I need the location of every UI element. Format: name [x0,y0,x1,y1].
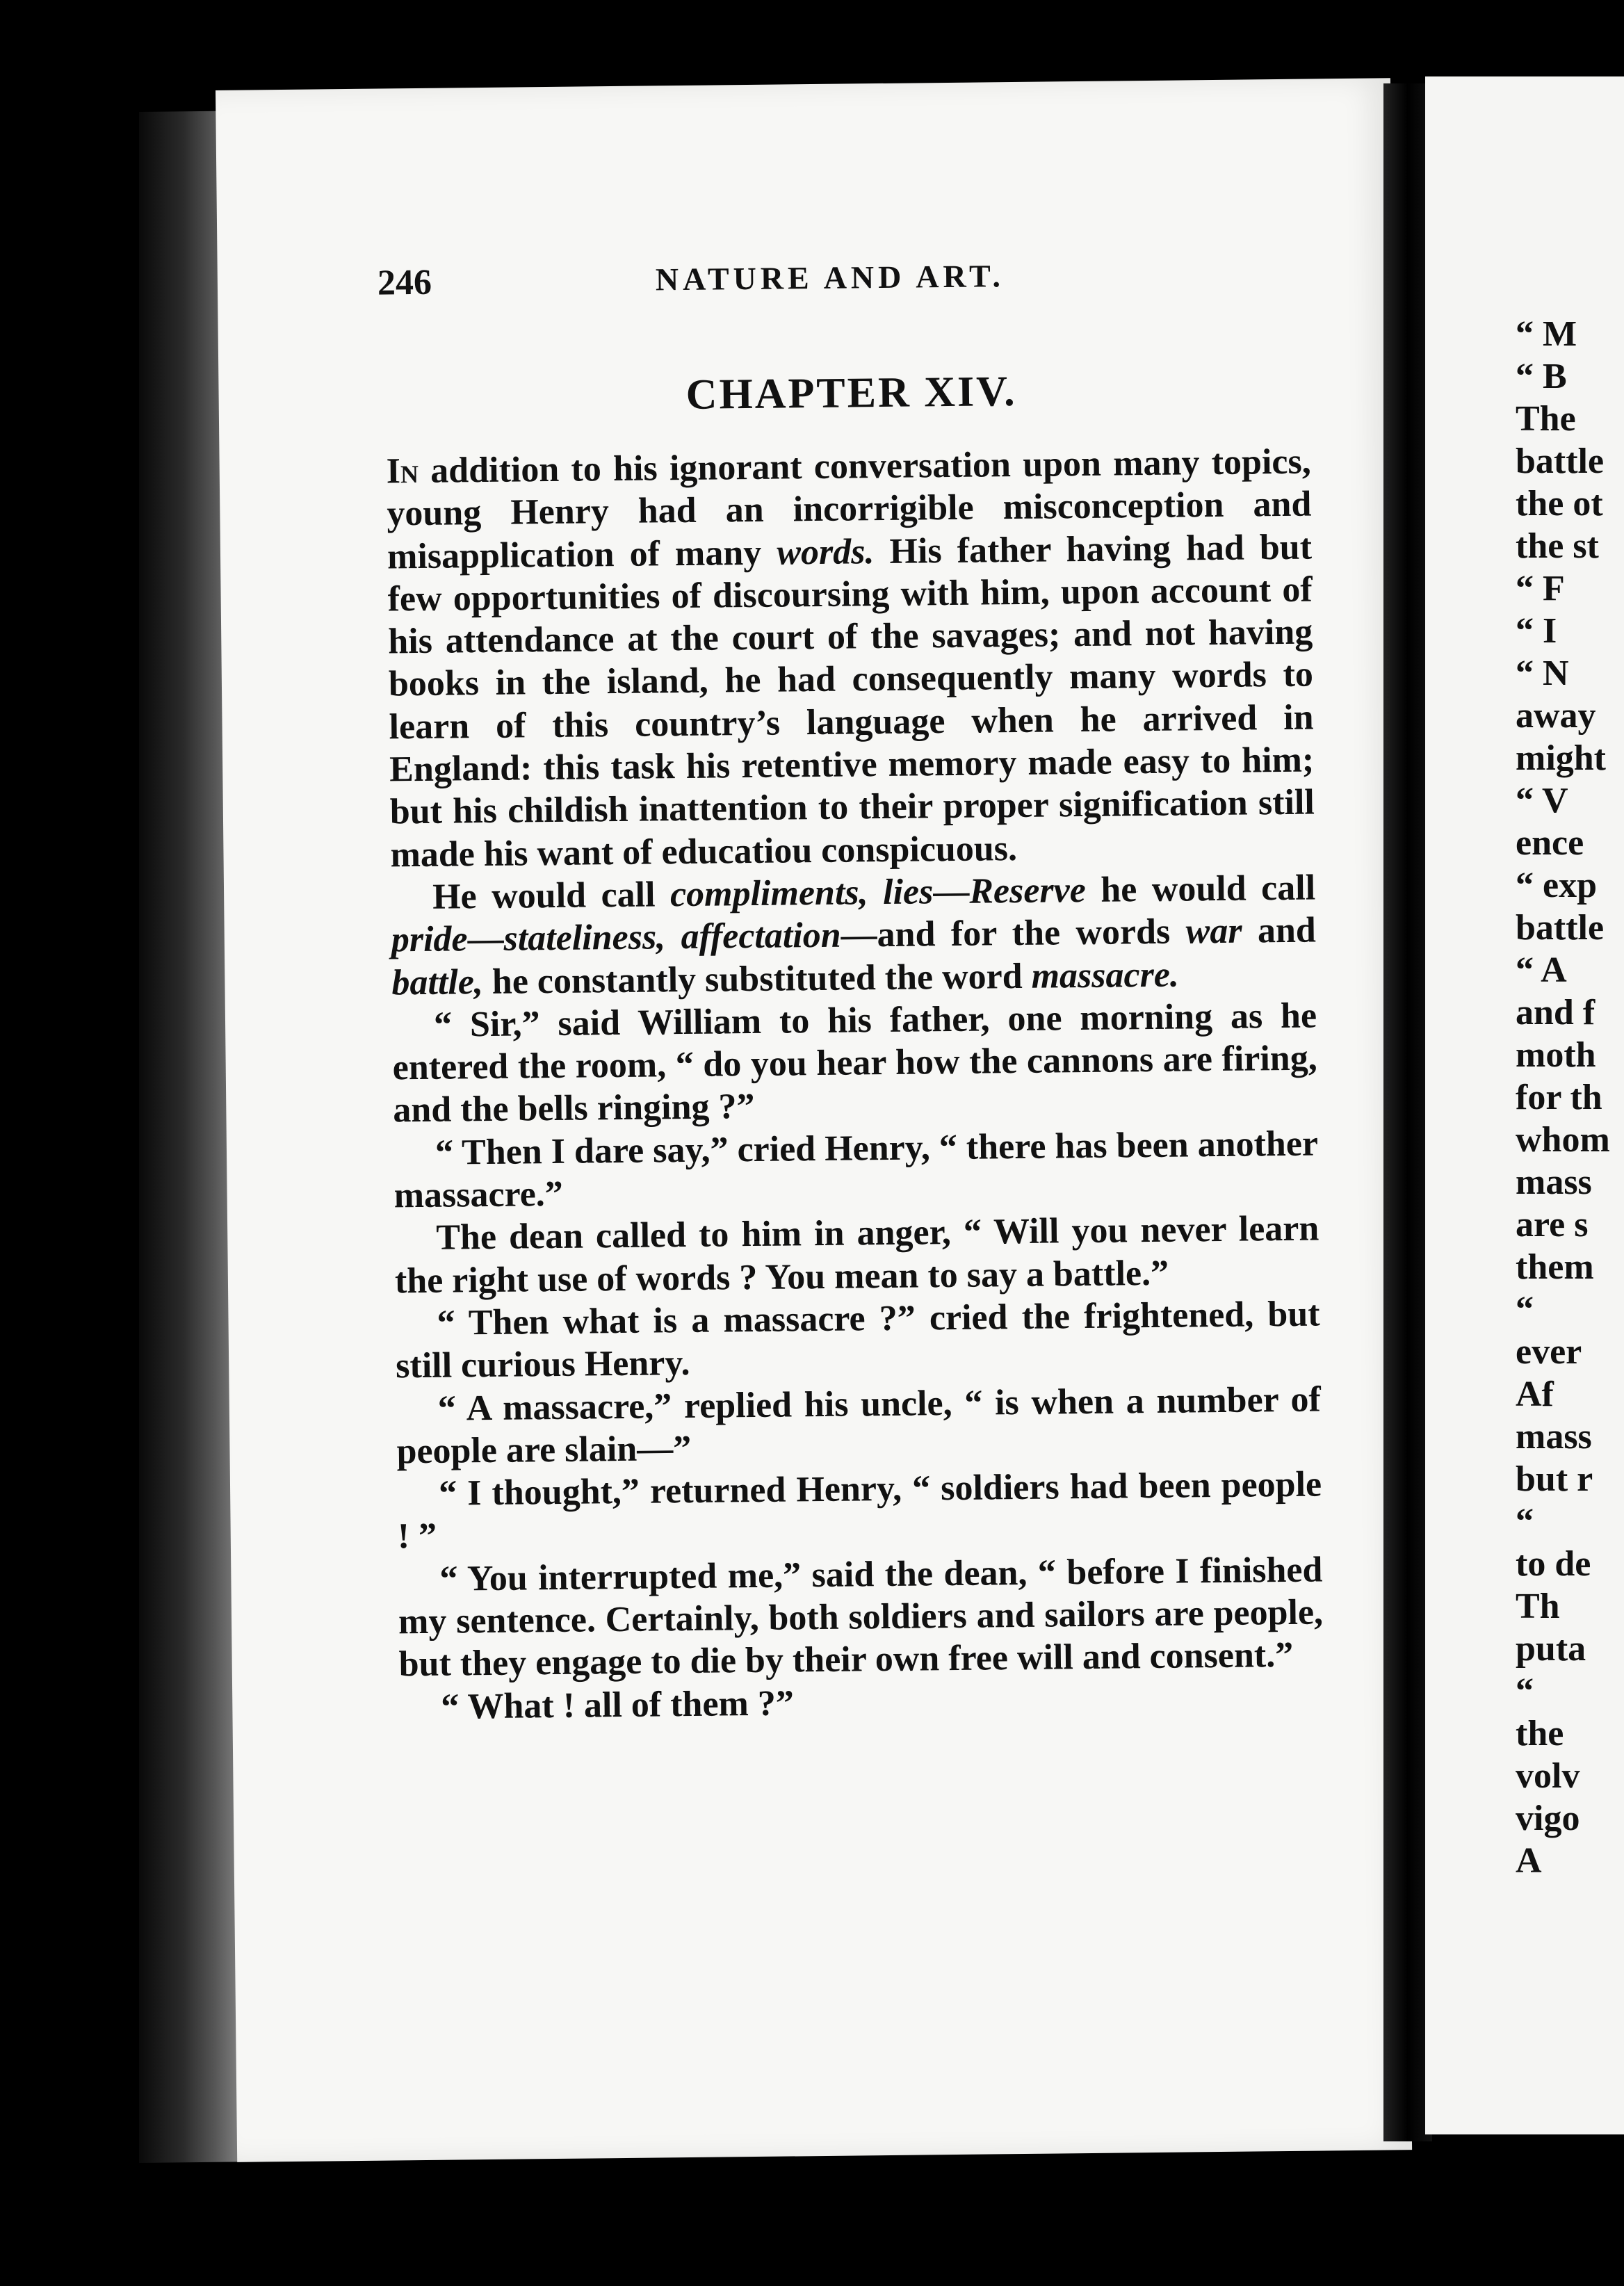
text-run: In [386,451,419,492]
right-page-line: The [1516,399,1576,439]
text-run: addition to his ignorant conversation upon many topics, young Henry had an incorrigible misconception and misapplication of many [387,441,1312,577]
right-page-line: “ I [1516,611,1557,651]
right-page-line: them [1516,1247,1594,1287]
paragraph [395,1292,1320,1388]
text-run: — [933,871,970,912]
text-run: He would call [432,875,671,917]
right-page-line: “ V [1516,781,1568,820]
paragraph [392,994,1318,1132]
right-page-line: Af [1516,1375,1554,1414]
page-number: 246 [377,262,432,303]
text-run: “ Then what is a massacre ?” cried the frightened, but still curious Henry. [395,1294,1320,1386]
running-head [377,252,1324,318]
text-run: —and for the words [841,911,1186,955]
right-page-line: “ B [1516,357,1567,396]
paragraph [393,1122,1319,1217]
right-page-line: to de [1516,1544,1591,1584]
text-run: The dean called to him in anger, “ Will you never learn the right use of words ? You mean to say a battle.” [394,1208,1320,1302]
right-page-line: and f [1516,993,1595,1032]
text-run: “ Sir,” said William to his father, one morning as he entered the room, “ do you hear how the cannons are firing, and the bells ringing ?” [392,996,1317,1130]
right-page-fragment [1425,76,1624,2134]
paragraph [397,1464,1322,1559]
italic-word: words. [776,531,875,573]
text-run: “ You interrupted me,” said the dean, “ before I finished my sentence. Certainly, both soldiers and sailors are people, but they engage to die by their own free will and consent.” [398,1550,1324,1685]
right-page-line: “ F [1516,569,1565,608]
paragraph [386,441,1315,877]
right-page-line: “ [1516,1290,1534,1329]
right-page-line: away [1516,696,1596,736]
right-page-line: “ [1516,1502,1534,1541]
right-page-line: for th [1516,1078,1602,1117]
left-page [216,78,1412,2162]
text-run: His father having had but few opportunities of discoursing with him, upon account of his attendance at the court of the savages; and not having books in the island, he had consequently many words to learn of this country’s language when he arrived in England: this task his retentive memory made easy to him; but his childish inattention to their proper signification still made his want of educatiou conspicuous. [387,527,1315,875]
text-run: “ I thought,” returned Henry, “ soldiers had been people ! ” [397,1464,1322,1557]
right-page-line: ever [1516,1332,1582,1372]
right-page-line: puta [1516,1629,1586,1669]
right-page-line: “ [1516,1671,1534,1711]
right-page-line: vigo [1516,1799,1580,1838]
italic-word: Reserve [968,870,1087,911]
right-page-line: the st [1516,526,1599,566]
right-page-line: battle [1516,441,1605,481]
right-page-line: “ N [1516,654,1569,693]
right-page-line: volv [1516,1756,1580,1796]
right-page-line: the ot [1516,484,1603,524]
italic-word: compliments, lies [669,872,934,915]
text-run: and [1242,910,1317,951]
paragraph [396,1378,1322,1473]
paragraph [394,1208,1320,1303]
chapter-heading: CHAPTER XIV. [685,367,1017,419]
right-page-line: Th [1516,1587,1560,1626]
italic-word: massacre. [1031,955,1180,996]
right-page-line: ence [1516,823,1584,863]
right-page-line: “ exp [1516,866,1597,905]
right-page-line: A [1516,1841,1542,1881]
paragraph [391,866,1317,1004]
italic-word: battle, [391,962,484,1003]
right-page-line: but r [1516,1459,1593,1499]
text-run: “ A massacre,” replied his uncle, “ is when a number of people are slain—” [396,1379,1322,1472]
right-page-line: are s [1516,1205,1589,1245]
text-run: “ Then I dare say,” cried Henry, “ there has been another massacre.” [393,1124,1319,1216]
text-run: — [467,918,504,959]
italic-word: pride [391,919,468,960]
italic-word: stateliness, affectation [503,915,841,959]
text-run: “ What ! all of them ?” [441,1683,795,1727]
right-page-line: the [1516,1714,1564,1753]
right-page-text [1516,313,1610,1882]
right-page-line: whom [1516,1120,1610,1160]
right-page-line: moth [1516,1035,1596,1075]
paragraph [398,1548,1324,1686]
right-page-line: might [1516,738,1606,778]
running-title: NATURE AND ART. [655,258,1005,298]
right-page-line: mass [1516,1417,1592,1457]
right-page-line: mass [1516,1162,1592,1202]
paragraph [399,1676,1324,1728]
right-page-line: “ M [1516,314,1577,354]
right-page-line: “ A [1516,950,1567,990]
body-text [386,441,1324,1729]
text-run: he constantly substituted the word [482,956,1032,1002]
text-run: he would call [1085,868,1316,910]
italic-word: war [1185,911,1242,952]
right-page-line: battle [1516,908,1605,948]
